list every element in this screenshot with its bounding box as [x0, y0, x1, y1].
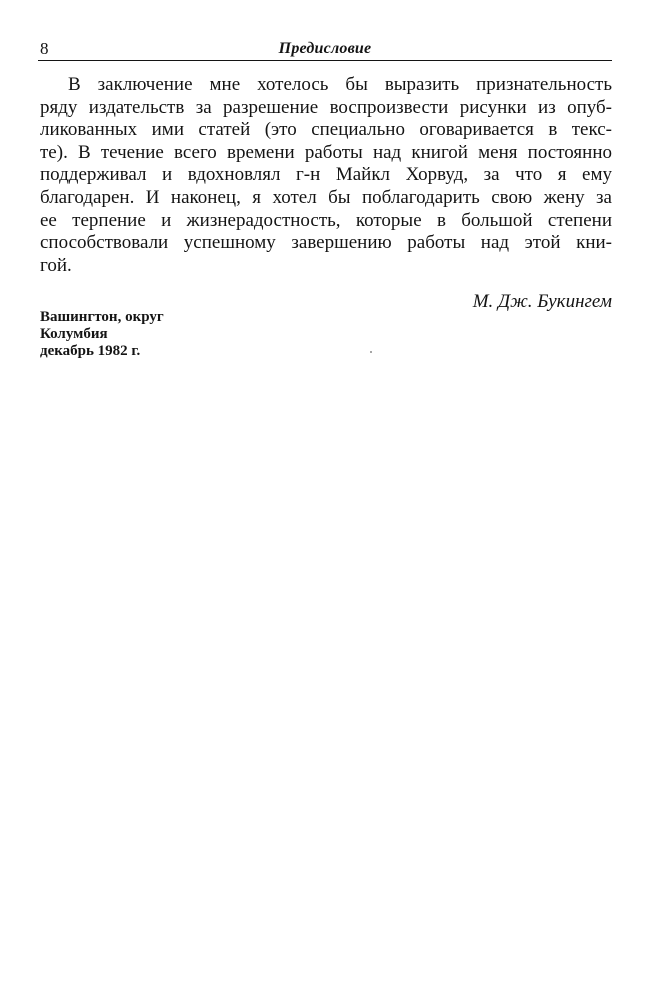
page-number: 8 [40, 39, 49, 58]
paragraph-line: В заключение мне хотелось бы выразить признательность [68, 74, 612, 95]
place-line: Вашингтон, округ [40, 309, 164, 325]
author-signature: М. Дж. Букингем [472, 291, 612, 312]
paragraph-line: ее терпение и жизнерадостность, которые в большой степени [40, 209, 612, 231]
preface-paragraph [40, 74, 612, 277]
date-line: декабрь 1982 г. [40, 343, 141, 359]
paragraph-line: способствовали успешному завершению работы над этой кни- [40, 232, 612, 254]
place-and-date [40, 309, 164, 360]
paragraph-line: ликованных ими статей (это специально оговаривается в текс- [40, 119, 612, 141]
paragraph-line: те). В течение всего времени работы над книгой меня постоянно [40, 141, 612, 163]
paragraph-line: благодарен. И наконец, я хотел бы поблагодарить свою жену за [40, 186, 612, 208]
page-header [38, 38, 612, 62]
paragraph-line: гой. [40, 254, 72, 276]
print-speck [370, 351, 372, 353]
header-rule [38, 60, 612, 61]
paragraph-line: ряду издательств за разрешение воспроизвести рисунки из опуб- [40, 96, 612, 118]
place-line: Колумбия [40, 326, 108, 342]
running-title: Предисловие [278, 40, 372, 57]
paragraph-line: поддерживал и вдохновлял г-н Майкл Хорвуд, за что я ему [40, 164, 612, 186]
